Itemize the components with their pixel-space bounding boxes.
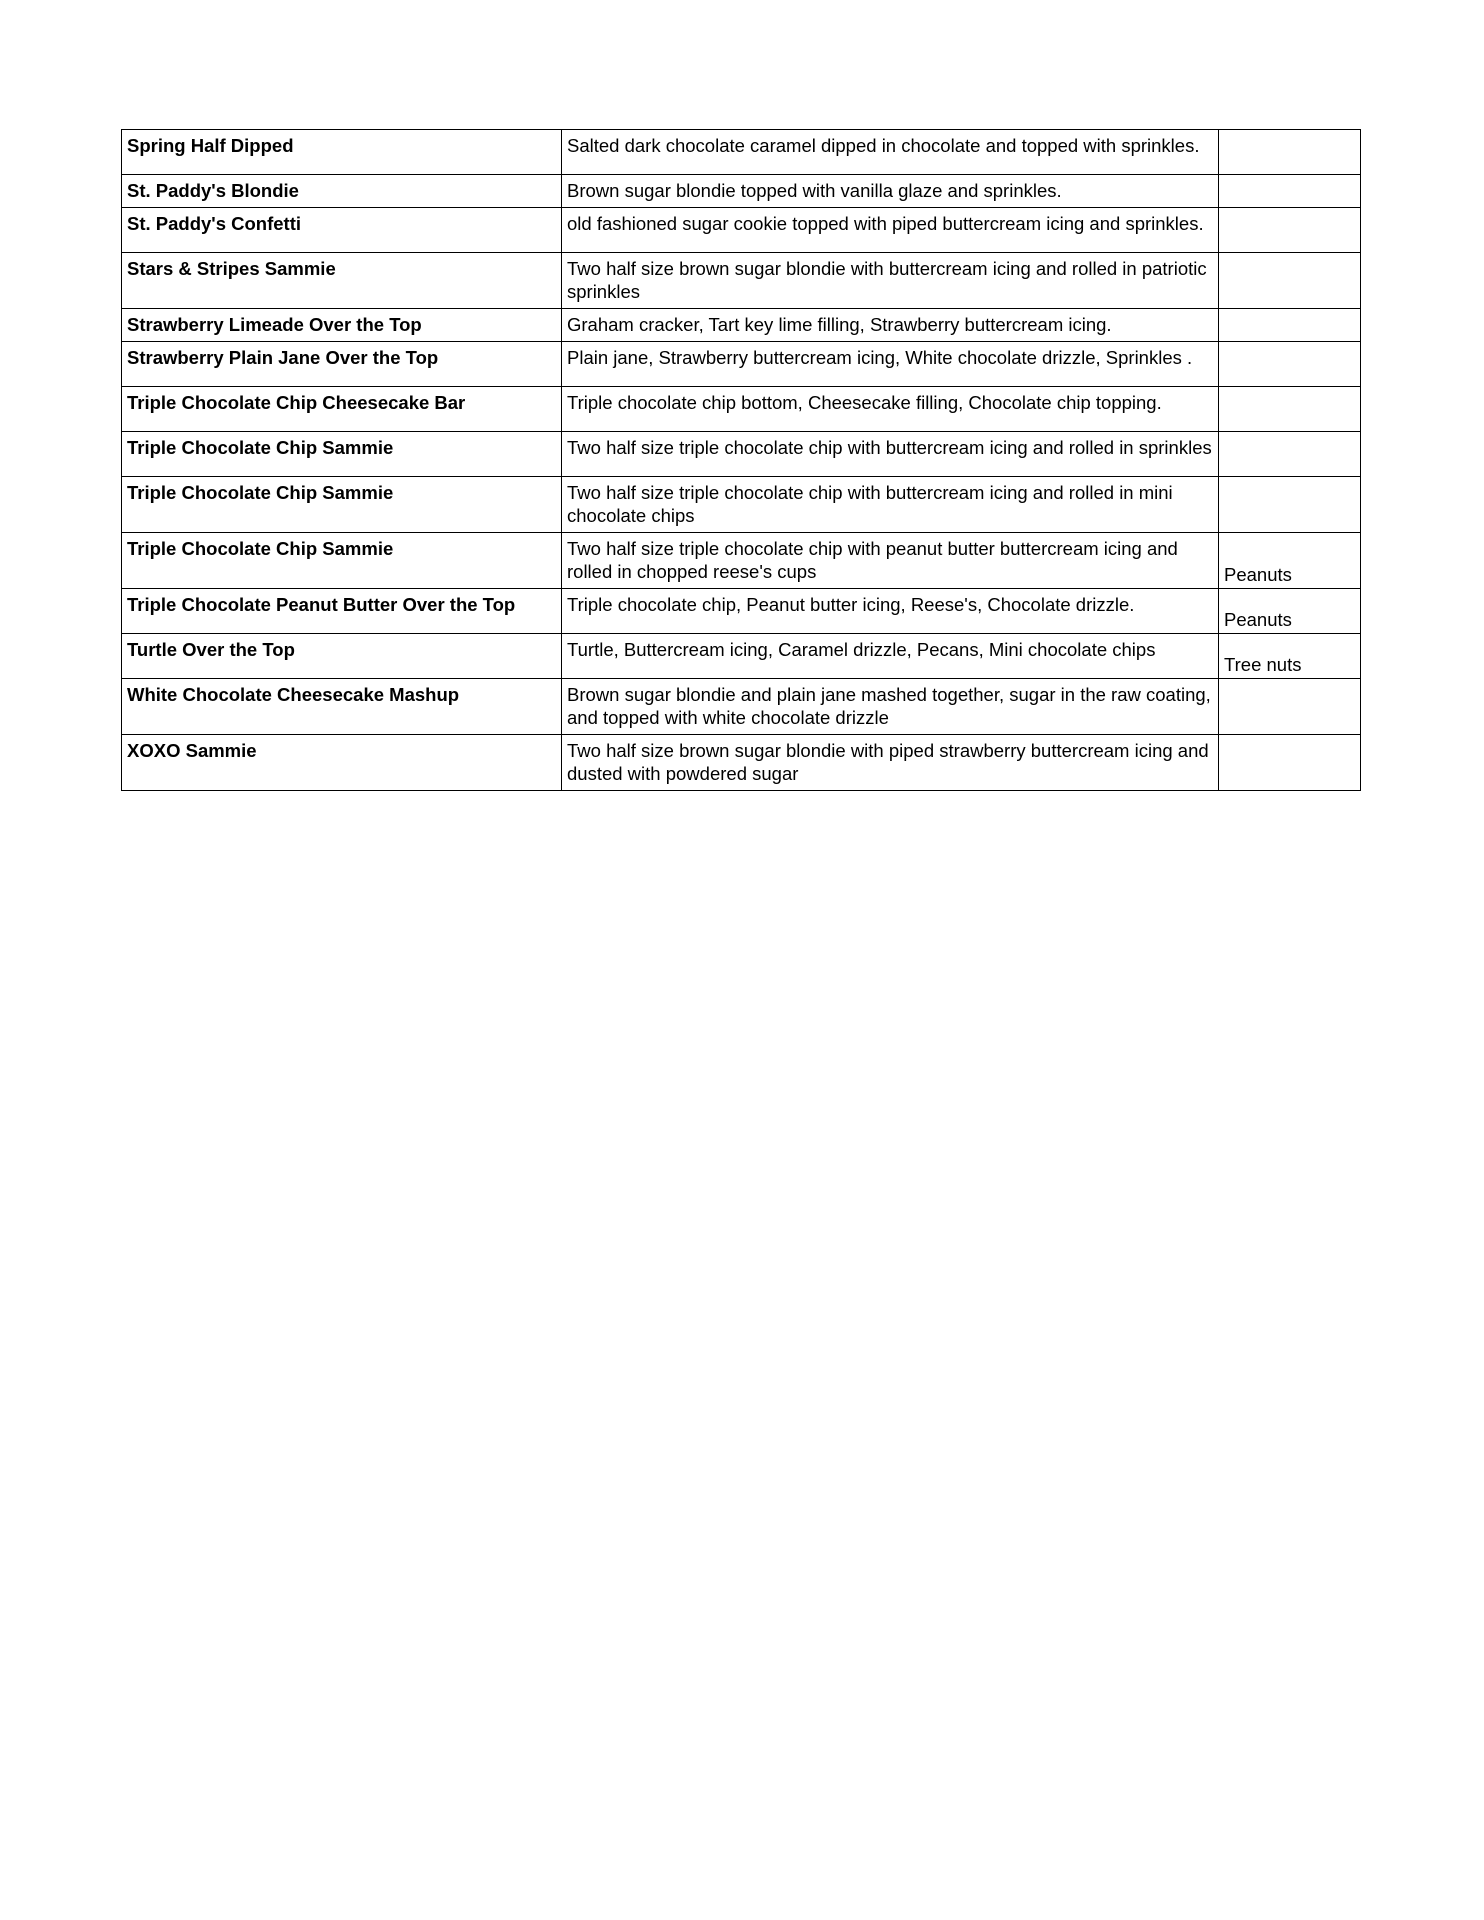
product-description: Graham cracker, Tart key lime filling, Strawberry buttercream icing. bbox=[562, 309, 1219, 342]
table-row bbox=[122, 533, 1361, 589]
product-description: Brown sugar blondie topped with vanilla glaze and sprinkles. bbox=[562, 175, 1219, 208]
product-allergen: Tree nuts bbox=[1219, 634, 1361, 679]
table-row bbox=[122, 634, 1361, 679]
product-name: Spring Half Dipped bbox=[122, 130, 562, 175]
product-description: Triple chocolate chip, Peanut butter icing, Reese's, Chocolate drizzle. bbox=[562, 589, 1219, 634]
product-name: White Chocolate Cheesecake Mashup bbox=[122, 679, 562, 735]
table-row bbox=[122, 477, 1361, 533]
product-name: Strawberry Limeade Over the Top bbox=[122, 309, 562, 342]
product-description: Two half size triple chocolate chip with peanut butter buttercream icing and rolled in chopped reese's cups bbox=[562, 533, 1219, 589]
product-name: Turtle Over the Top bbox=[122, 634, 562, 679]
product-name: St. Paddy's Blondie bbox=[122, 175, 562, 208]
product-allergen bbox=[1219, 130, 1361, 175]
product-description: old fashioned sugar cookie topped with piped buttercream icing and sprinkles. bbox=[562, 208, 1219, 253]
product-allergen: Peanuts bbox=[1219, 533, 1361, 589]
product-name: Triple Chocolate Chip Cheesecake Bar bbox=[122, 387, 562, 432]
product-name: Strawberry Plain Jane Over the Top bbox=[122, 342, 562, 387]
product-allergen bbox=[1219, 342, 1361, 387]
product-allergen bbox=[1219, 175, 1361, 208]
product-description: Salted dark chocolate caramel dipped in chocolate and topped with sprinkles. bbox=[562, 130, 1219, 175]
product-description: Two half size brown sugar blondie with buttercream icing and rolled in patriotic sprinkles bbox=[562, 253, 1219, 309]
product-name: St. Paddy's Confetti bbox=[122, 208, 562, 253]
product-allergen bbox=[1219, 735, 1361, 791]
product-allergen bbox=[1219, 309, 1361, 342]
product-allergen bbox=[1219, 477, 1361, 533]
product-name: Triple Chocolate Peanut Butter Over the Top bbox=[122, 589, 562, 634]
product-description: Two half size triple chocolate chip with buttercream icing and rolled in sprinkles bbox=[562, 432, 1219, 477]
product-description: Triple chocolate chip bottom, Cheesecake filling, Chocolate chip topping. bbox=[562, 387, 1219, 432]
table-row bbox=[122, 130, 1361, 175]
product-allergen bbox=[1219, 387, 1361, 432]
product-name: Triple Chocolate Chip Sammie bbox=[122, 533, 562, 589]
product-name: Triple Chocolate Chip Sammie bbox=[122, 477, 562, 533]
product-name: XOXO Sammie bbox=[122, 735, 562, 791]
product-allergen bbox=[1219, 432, 1361, 477]
product-description: Brown sugar blondie and plain jane mashed together, sugar in the raw coating, and topped with white chocolate drizzle bbox=[562, 679, 1219, 735]
product-name: Stars & Stripes Sammie bbox=[122, 253, 562, 309]
table-row bbox=[122, 387, 1361, 432]
table-row bbox=[122, 342, 1361, 387]
table-row bbox=[122, 735, 1361, 791]
table-row bbox=[122, 175, 1361, 208]
table-row bbox=[122, 679, 1361, 735]
product-description: Plain jane, Strawberry buttercream icing, White chocolate drizzle, Sprinkles . bbox=[562, 342, 1219, 387]
table-row bbox=[122, 589, 1361, 634]
table-row bbox=[122, 208, 1361, 253]
product-name: Triple Chocolate Chip Sammie bbox=[122, 432, 562, 477]
product-table bbox=[121, 129, 1361, 791]
product-allergen: Peanuts bbox=[1219, 589, 1361, 634]
product-allergen bbox=[1219, 208, 1361, 253]
table-row bbox=[122, 253, 1361, 309]
product-allergen bbox=[1219, 679, 1361, 735]
product-description: Two half size brown sugar blondie with piped strawberry buttercream icing and dusted with powdered sugar bbox=[562, 735, 1219, 791]
product-description: Two half size triple chocolate chip with buttercream icing and rolled in mini chocolate chips bbox=[562, 477, 1219, 533]
product-description: Turtle, Buttercream icing, Caramel drizzle, Pecans, Mini chocolate chips bbox=[562, 634, 1219, 679]
table-row bbox=[122, 432, 1361, 477]
product-allergen bbox=[1219, 253, 1361, 309]
table-row bbox=[122, 309, 1361, 342]
